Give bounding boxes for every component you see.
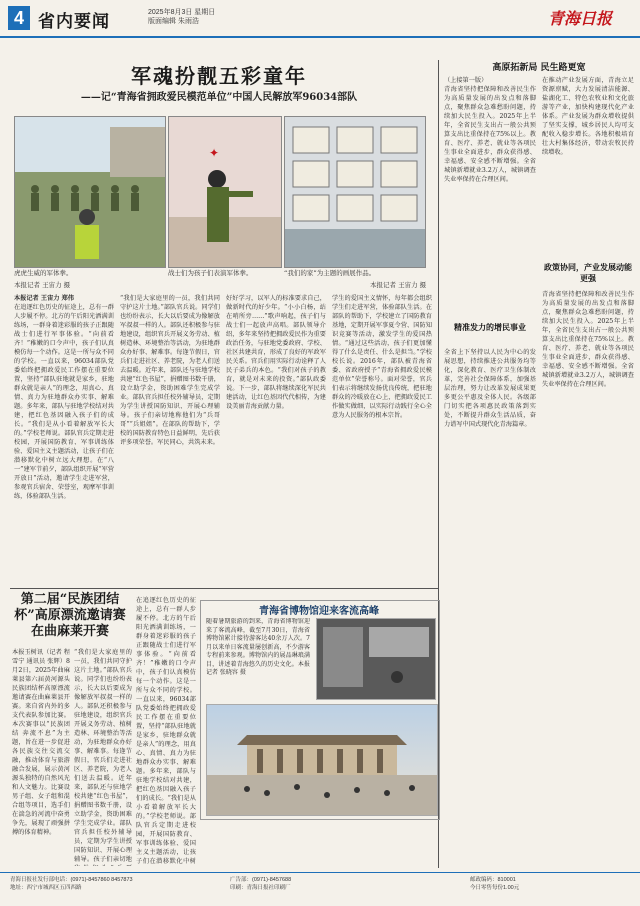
right-column-2: 在推动产业发展方面，青海立足资源禀赋，大力发展清洁能源、盐湖化工、特色农牧业和文化旅游等产业，加快构建现代化产业体系。产业发展为群众增收提供了坚实支撑，城乡居民人均可支配收入稳步增长。各地积极培育壮大村集体经济，带动农牧民持续增收。 bbox=[542, 77, 634, 156]
footer-block-3 bbox=[470, 876, 519, 892]
right-heading-2: 精准发力的增民事业 bbox=[454, 322, 526, 332]
exhibition-photo-art bbox=[285, 117, 425, 267]
caption-exhibition: “我们的家”为主题的画展作品。 bbox=[284, 269, 376, 277]
footer-line-2: 地址：西宁市城西区五四西路 bbox=[10, 885, 82, 891]
footer-line-5: 邮政编码：810001 bbox=[470, 877, 516, 883]
performance-photo-art bbox=[169, 117, 281, 267]
feature-title: 军魂扮靓五彩童年 bbox=[131, 64, 307, 88]
photo-credit: 本报记者 王宙力 摄 bbox=[14, 281, 71, 289]
photo-soldiers-training bbox=[14, 116, 166, 268]
feature-title-block bbox=[10, 60, 428, 110]
banner-art: ✦ bbox=[209, 146, 220, 160]
feature-column-4: 学生的爱国主义情怀，每年都会组织学生们走进军营，体验部队生活。在部队的帮助下，学校建立了国防教育基地，定期开展军事夏令营、国防知识竞赛等活动，激发学生的爱国热情。“通过这些活动，孩子们更加懂得了什么是责任、什么是担当。”学校校长说。2016年，部队被青海省委、省政府授予“青海省拥政爱民模范单位”荣誉称号。面对荣誉，官兵们表示将继续发扬优良传统，把驻地群众的冷暖放在心上，把拥政爱民工作做实做细，以实际行动践行全心全意为人民服务的根本宗旨。 bbox=[332, 295, 432, 419]
side-story-column-1: 本报玉树讯（记者 程雪宁 通讯员 张辉）8月2日，2025年曲麻莱县第六届黄河源头民族团结杯高原漂流邀请赛在曲麻莱县开赛。来自省内外的多支代表队参加比赛。本次赛事以“民族团结 奔流不息”为主题，旨在进一步促进各民族交往交流交融，推动体育与旅游融合发展，展示黄河源头独特的自然风光和人文魅力。比赛设男子组、女子组和混合组等项目，选手们在湍急的河流中奋勇争先，展现了顽强拼搏的体育精神。 bbox=[12, 649, 70, 836]
page-footer bbox=[0, 872, 640, 906]
footer-block-1 bbox=[10, 876, 133, 892]
training-photo-art bbox=[15, 117, 165, 267]
photo-credit-2: 本报记者 王宙力 摄 bbox=[370, 281, 427, 289]
feature-column-2: “我们是大家庭里的一员，我们共同守护这片土地。”部队官兵说。同学们也纷纷表示，长大以后要成为像解放军叔叔一样的人。部队还积极参与驻地建设，组织官兵开展义务劳动、植树造林、环境整治等活动，为驻地群众办好事、解难事。每逢节假日，官兵们走进社区、养老院，为老人们送去温暖。近年来，部队还与驻地学校共建“红色书屋”，捐赠图书数千册，设立助学金，资助困难学生完成学业。部队官兵担任校外辅导员，定期为学生讲授国防知识、开展心理辅导。孩子们亲切地称他们为“兵哥哥”“兵姐姐”。在部队的帮助下，学校的国防教育特色日益鲜明，先后获评多项荣誉。军民同心，共筑未来。 bbox=[120, 295, 220, 446]
museum-title: 青海省博物馆迎来客流高峰 bbox=[259, 606, 379, 617]
photo-performance bbox=[168, 116, 282, 268]
right-column-1 bbox=[444, 76, 536, 316]
header-date bbox=[148, 8, 215, 26]
date-line: 2025年8月3日 星期日 bbox=[148, 9, 216, 16]
feature-subtitle: ——记“青海省拥政爱民模范单位”中国人民解放军96034部队 bbox=[80, 92, 358, 103]
gallery-art bbox=[317, 619, 435, 699]
feature-column-1 bbox=[14, 294, 114, 584]
section-divider bbox=[10, 588, 438, 589]
footer-line-1: 青海日报社发行部电话：(0971)-8457860 8457873 bbox=[10, 877, 133, 883]
right-body-1: 青海省坚持把保障和改善民生作为高质量发展的出发点和落脚点，聚焦群众急难愁盼问题，持续加大民生投入。2025年上半年，全省民生支出占一般公共预算支出比重保持在75%以上。教育、医疗、养老、就业等各项民生事业全面进步，群众获得感、幸福感、安全感不断增强。全省城镇新增就业3.2万人，城镇调查失业率保持在合理区间。 bbox=[444, 86, 536, 183]
photo-painting-exhibition bbox=[284, 116, 426, 268]
footer-line-4: 印刷：青海日报社印刷厂 bbox=[230, 885, 291, 891]
museum-building-art bbox=[207, 705, 437, 815]
byline: 本报记者 王宙力 郑伟 bbox=[14, 295, 74, 302]
side-story-column-3: 在追逐红色历史的征途上，总有一群人步履不停。北方的午后阳光洒满训练场，一群身着迷彩服的孩子正跟随战士们进行军事体验。“向前看齐！”稚嫩的口令声中，孩子们认真模仿每一个动作。这是一所与众不同的学校。一直以来，96034部队党委始终把拥政爱民工作摆在重要位置，坚持“部队驻地就是家乡，驻地群众就是亲人”的理念，用真心、真情、真力为驻地群众办实事、解难题。多年来，部队与驻地学校结对共建，把红色基因融入孩子们的成长。“我们是从小看着解放军长大的。”学校老师说。部队官兵定期走进校园，开展国防教育、军事训练体验、爱国主义主题活动，让孩子们在潜移默化中树 bbox=[136, 597, 196, 865]
right-lead: （上接第一版） bbox=[444, 77, 488, 84]
side-story-column-2: “我们是大家庭里的一员，我们共同守护这片土地。”部队官兵说。同学们也纷纷表示，长大以后要成为像解放军叔叔一样的人。部队还积极参与驻地建设，组织官兵开展义务劳动、植树造林、环境整治等活动，为驻地群众办好事、解难事。每逢节假日，官兵们走进社区、养老院，为老人们送去温暖。近年来，部队还与驻地学校共建“红色书屋”，捐赠图书数千册，设立助学金，资助困难学生完成学业。部队官兵担任校外辅导员，定期为学生讲授国防知识、开展心理辅导。孩子们亲切地 bbox=[74, 649, 132, 863]
footer-line-3: 广告部：(0971)-8457688 bbox=[230, 877, 292, 883]
side-story-title: 第二届“民族团结杯”高原漂流邀请赛在曲麻莱开赛 bbox=[14, 592, 126, 639]
page-number: 4 bbox=[8, 6, 30, 30]
newspaper-logo: 青海日报 bbox=[548, 9, 613, 28]
footer-line-6: 今日零售每份1.00元 bbox=[470, 885, 520, 891]
section-title: 省内要闻 bbox=[38, 12, 110, 32]
editor-line: 版面编辑 朱雨浩 bbox=[148, 18, 199, 25]
right-heading-1: 政策协同，产业发展动能更强 bbox=[544, 262, 632, 283]
right-column-4: 青海省坚持把保障和改善民生作为高质量发展的出发点和落脚点，聚焦群众急难愁盼问题，持续加大民生投入。2025年上半年，全省民生支出占一般公共预算支出比重保持在75%以上。教育、医疗、养老、就业等各项民生事业全面进步，群众获得感、幸福感、安全感不断增强。全省城镇新增就业3.2万人，城镇调查失业率保持在合理区间。 bbox=[542, 291, 634, 388]
right-article-title: 高原拓新局 民生路更宽 bbox=[492, 63, 586, 73]
caption-training: 虎虎生威的军体拳。 bbox=[14, 269, 73, 277]
museum-gallery-photo bbox=[316, 618, 436, 700]
footer-block-2 bbox=[230, 876, 291, 892]
right-column-3: 全省上下坚持以人民为中心的发展思想，持续推进公共服务均等化，深化教育、医疗卫生体制改革，完善社会保障体系，加强基层治理，努力让改革发展成果更多更公平惠及全体人民。各级部门切实把各项惠民政策落到实处，不断提升群众生活品质，奋力谱写中国式现代化青海篇章。 bbox=[444, 349, 536, 428]
museum-building-photo bbox=[206, 704, 438, 816]
caption-performance: 战士们为孩子们表演军体拳。 bbox=[168, 269, 253, 277]
feature-column-3: 好好学习，以军人的标准要求自己，做新时代的好少年。“小小白杨，站在哨所旁……”歌声响起，孩子们与战士们一起放声高唱。部队领导介绍，多年来坚持把拥政爱民作为重要政治任务，与驻地党委政府、学校、社区共建共育，形成了良好的军政军民关系。官兵们用实际行动诠释了人民子弟兵的本色。“我们对孩子的教育，就是对未来的投资。”部队政委说。下一步，部队将继续深化军民共建活动，让红色基因代代相传，为建设美丽青海贡献力量。 bbox=[226, 295, 326, 410]
museum-intro: 随着暑期旅游的到来，青海省博物馆迎来了客流高峰，截至7月30日，青海省博物馆累计接待游客达40余万人次。7月以来单日客流量屡创新高，不少游客专程前来参观。博物馆内的展品琳琅满目，讲述着青海悠久的历史文化。本报记者 张晓容 摄 bbox=[206, 618, 310, 676]
feature-text-1: 在追逐红色历史的征途上，总有一群人步履不停。北方的午后阳光洒满训练场，一群身着迷彩服的孩子正跟随战士们进行军事体验。“向前看齐！”稚嫩的口令声中，孩子们认真模仿每一个动作。这是一所与众不同的学校。一直以来，96034部队党委始终把拥政爱民工作摆在重要位置，坚持“部队驻地就是家乡，驻地群众就是亲人”的理念，用真心、真情、真力为驻地群众办实事、解难题。多年来，部队与驻地学校结对共建，把红色基因融入孩子们的成长。“我们是从小看着解放军长大的。”学校老师说。部队官兵定期走进校园，开展国防教育、军事训练体验、爱国主义主题活动，让孩子们在潜移默化中树立远大理想。在“八一”建军节前夕，部队组织开展“军营开放日”活动，邀请学生走进军营，参观官兵宿舍、荣誉室，观摩军事训练，体验部队生活。 bbox=[14, 304, 114, 500]
